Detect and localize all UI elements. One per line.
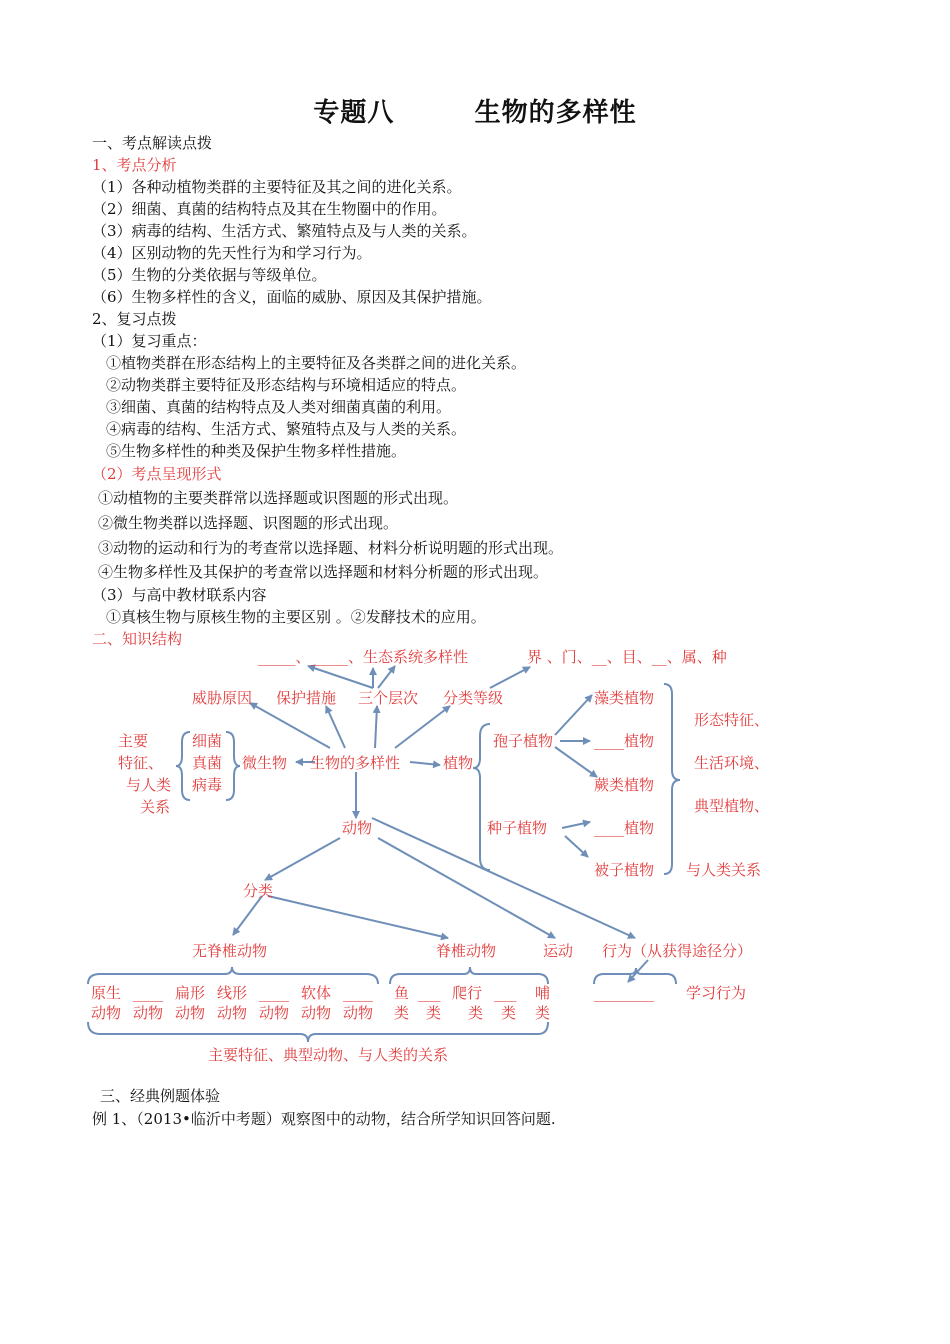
analysis-item: （4）区别动物的先天性行为和学习行为。 xyxy=(92,244,372,262)
plant-feature: 形态特征、 xyxy=(694,711,770,729)
vert-group: ___ xyxy=(494,984,517,1002)
invert-group: 原生 xyxy=(91,984,122,1002)
animal-summary: 主要特征、典型动物、与人类的关系 xyxy=(208,1046,449,1064)
title-part2: 生物的多样性 xyxy=(474,98,637,128)
review-item: ⑤生物多样性的种类及保护生物多样性措施。 xyxy=(106,442,407,460)
threat-causes: 威胁原因 xyxy=(192,689,253,707)
forms-item: ④生物多样性及其保护的考查常以选择题和材料分析题的形式出现。 xyxy=(98,563,549,581)
invert-group: 扁形 xyxy=(175,984,206,1002)
center-biodiversity: 生物的多样性 xyxy=(310,754,401,772)
animal: 动物 xyxy=(342,819,373,837)
invert-suffix: 动物 xyxy=(217,1004,248,1022)
microbe: 微生物 xyxy=(242,754,288,772)
example-1: 例 1、（2013•临沂中考题）观察图中的动物，结合所学知识回答问题. xyxy=(92,1110,556,1128)
classification-levels: 分类等级 xyxy=(443,689,504,707)
invert-suffix: 动物 xyxy=(259,1004,290,1022)
forms-heading: （2）考点呈现形式 xyxy=(92,465,222,483)
vert-suffix: 类 xyxy=(468,1004,484,1022)
three-levels: 三个层次 xyxy=(358,689,419,707)
vertebrate: 脊椎动物 xyxy=(436,942,497,960)
forms-item: ②微生物类群以选择题、识图题的形式出现。 xyxy=(98,514,399,532)
invert-suffix: 动物 xyxy=(301,1004,332,1022)
invertebrate: 无脊椎动物 xyxy=(192,942,268,960)
vert-suffix: 类 xyxy=(394,1004,410,1022)
vert-suffix: 类 xyxy=(501,1004,517,1022)
algae-plant: 藻类植物 xyxy=(594,689,655,707)
protection-measures: 保护措施 xyxy=(276,689,337,707)
fern-plant: 蕨类植物 xyxy=(594,776,655,794)
bacteria: 细菌 xyxy=(192,732,223,750)
classify: 分类 xyxy=(243,882,274,900)
review-heading: （1）复习重点： xyxy=(92,332,207,350)
invert-suffix: 动物 xyxy=(175,1004,206,1022)
invert-group: 线形 xyxy=(217,984,248,1002)
learned-behavior: 学习行为 xyxy=(686,984,747,1002)
analysis-item: （1）各种动植物类群的主要特征及其之间的进化关系。 xyxy=(92,178,462,196)
behavior: 行为（从获得途径分） xyxy=(602,942,753,960)
plant: 植物 xyxy=(443,754,474,772)
invert-group: ____ xyxy=(259,984,289,1002)
invert-suffix: 动物 xyxy=(133,1004,164,1022)
title-part1: 专题八 xyxy=(313,98,395,128)
forms-item: ①动植物的主要类群常以选择题或识图题的形式出现。 xyxy=(98,489,459,507)
vert-group: ___ xyxy=(418,984,441,1002)
innate-behavior-blank: ________ xyxy=(594,984,654,1002)
virus: 病毒 xyxy=(192,776,223,794)
section2-heading: 二、知识结构 xyxy=(92,630,183,648)
vert-group: 哺 xyxy=(535,984,551,1002)
invert-suffix: 动物 xyxy=(91,1004,122,1022)
blank-plant-2: ____植物 xyxy=(594,819,655,837)
review-item: ①植物类群在形态结构上的主要特征及各类群之间的进化关系。 xyxy=(106,354,527,372)
main-char-line: 关系 xyxy=(140,798,171,816)
vert-group: 爬行 xyxy=(452,984,483,1002)
vert-suffix: 类 xyxy=(426,1004,442,1022)
analysis-item: （6）生物多样性的含义，面临的威胁、原因及其保护措施。 xyxy=(92,288,492,306)
seed-plant: 种子植物 xyxy=(487,819,548,837)
analysis-item: （2）细菌、真菌的结构特点及其在生物圈中的作用。 xyxy=(92,200,447,218)
main-char-line: 特征、 xyxy=(118,754,164,772)
invert-group: ____ xyxy=(343,984,373,1002)
analysis-item: （3）病毒的结构、生活方式、繁殖特点及与人类的关系。 xyxy=(92,222,477,240)
plant-feature: 典型植物、 xyxy=(694,797,770,815)
spore-plant: 孢子植物 xyxy=(493,732,554,750)
review-item: ④病毒的结构、生活方式、繁殖特点及与人类的关系。 xyxy=(106,420,467,438)
angiosperm: 被子植物 xyxy=(594,861,655,879)
invert-group: ____ xyxy=(133,984,163,1002)
link-heading: （3）与高中教材联系内容 xyxy=(92,586,267,604)
plant-feature: 生活环境、 xyxy=(694,754,770,772)
fungi: 真菌 xyxy=(192,754,223,772)
diversity-levels-blank: _____、_____、生态系统多样性 xyxy=(258,648,469,666)
invert-suffix: 动物 xyxy=(343,1004,374,1022)
main-char-line: 主要 xyxy=(118,732,149,750)
vert-group: 鱼 xyxy=(394,984,410,1002)
analysis-item: （5）生物的分类依据与等级单位。 xyxy=(92,266,327,284)
invert-group: 软体 xyxy=(301,984,332,1002)
section1-heading: 一、考点解读点拨 xyxy=(92,134,213,152)
link-item: ①真核生物与原核生物的主要区别 。②发酵技术的应用。 xyxy=(106,608,486,626)
sub-heading-analysis: 1、考点分析 xyxy=(92,156,177,174)
vert-suffix: 类 xyxy=(535,1004,551,1022)
classification-ranks: 界 、门、__、目、__、属、种 xyxy=(527,648,727,666)
blank-plant-1: ____植物 xyxy=(594,732,655,750)
main-char-line: 与人类 xyxy=(126,776,172,794)
sub-heading-review: 2、复习点拨 xyxy=(92,310,177,328)
review-item: ②动物类群主要特征及形态结构与环境相适应的特点。 xyxy=(106,376,467,394)
plant-feature: 与人类关系 xyxy=(686,861,762,879)
forms-item: ③动物的运动和行为的考查常以选择题、材料分析说明题的形式出现。 xyxy=(98,539,564,557)
review-item: ③细菌、真菌的结构特点及人类对细菌真菌的利用。 xyxy=(106,398,452,416)
motion: 运动 xyxy=(543,942,574,960)
section3-heading: 三、经典例题体验 xyxy=(100,1087,221,1105)
